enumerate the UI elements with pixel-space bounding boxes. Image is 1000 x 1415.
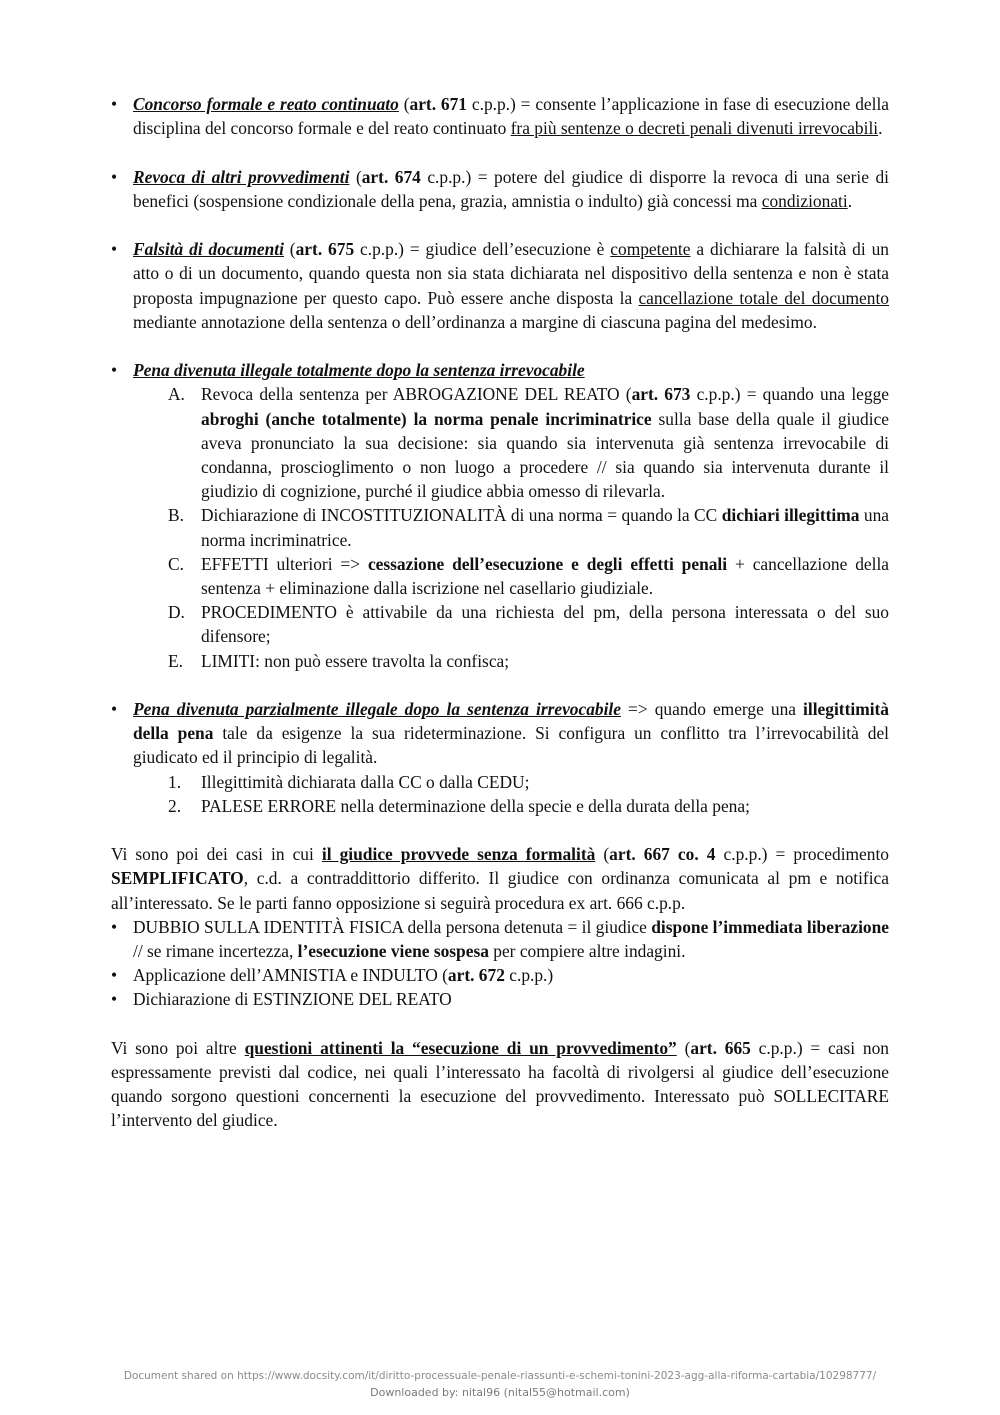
sub-item-marker: 1. [168,771,182,792]
underlined-text: competente [610,239,691,260]
article-ref: art. 674 [361,166,421,187]
article-ref: art. 667 co. 4 [609,844,716,865]
bullet-marker: • [111,989,118,1010]
article-ref: art. 673 [631,384,691,405]
sub-item-marker: C. [168,553,184,574]
article-ref: art. 675 [295,239,355,260]
item-title: Pena divenuta parzialmente illegale dopo la sentenza irrevocabile [133,699,621,720]
underlined-text: cancellazione totale del documento [638,287,889,308]
bullet-item-falsita: • Falsità di documenti (art. 675 c.p.p.) = giudice dell’esecuzione è competente a dichiarare la falsità di un atto o di un documento, quando questa non sia stata dichiarata nel dispositivo della sentenza e non è stata proposta impugnazione per questo capo. Può essere anche disposta la cancellazione totale del documento mediante annotazione della sentenza o dell’ordinanza a margine di ciascuna pagina del medesimo. [111,239,889,332]
item-title: Concorso formale e reato continuato [133,94,399,114]
bullet-item-dubbio-identita: • DUBBIO SULLA IDENTITÀ FISICA della persona detenuta = il giudice dispone l’immediata liberazione // se rimane incertezza, l’esecuzione viene sospesa per compiere altre indagini. [111,916,889,962]
bullet-item-amnistia: • Applicazione dell’AMNISTIA e INDULTO (art. 672 c.p.p.) [111,963,889,987]
underlined-text: fra più sentenze o decreti penali divenuti irrevocabili [510,118,879,139]
article-ref: art. 672 [447,965,505,986]
numbered-item-1: 1. Illegittimità dichiarata dalla CC o dalla CEDU; [111,770,889,794]
article-ref: art. 671 [409,94,468,114]
sub-item-marker: 2. [168,795,182,816]
paragraph-questioni: Vi sono poi altre questioni attinenti la “esecuzione di un provvedimento” (art. 665 c.p.p.) = casi non espressamente previsti dal codice, nei quali l’interessato ha facoltà di rivolgersi al giudice dell’esecuzione quando sorgono questioni concernenti la esecuzione del provvedimento. Interessato può SOLLECITARE l’intervento del giudice. [111,1037,890,1131]
sub-item-b: B. Dichiarazione di INCOSTITUZIONALITÀ di una norma = quando la CC dichiari illegittima una norma incriminatrice. [168,505,889,550]
bullet-marker: • [111,699,118,720]
item-title: Revoca di altri provvedimenti [133,166,350,187]
item-title: Falsità di documenti [133,239,284,260]
sub-item-marker: E. [168,650,183,671]
sub-item-marker: B. [168,505,184,526]
bullet-marker: • [111,965,118,986]
sub-item-marker: D. [168,602,185,623]
bullet-marker: • [111,94,118,114]
paragraph-semplificato: Vi sono poi dei casi in cui il giudice provvede senza formalità (art. 667 co. 4 c.p.p.) = procedimento SEMPLIFICATO, c.d. a contraddittorio differito. Il giudice con ordinanza comunicata al pm e notifica all’interessato. Se le parti fanno opposizione si seguirà procedura ex art. 666 c.p.p. [111,844,889,913]
sub-item-e: E. LIMITI: non può essere travolta la confisca; [111,649,889,673]
bullet-item-concorso-formale: • Concorso formale e reato continuato (art. 671 c.p.p.) = consente l’applicazione in fase di esecuzione della disciplina del concorso formale e del reato continuato fra più sentenze o decreti penali divenuti irrevocabili. [111,94,889,139]
sub-item-c: C. EFFETTI ulteriori => cessazione dell’esecuzione e degli effetti penali + cancellazione della sentenza + eliminazione dalla iscrizione nel casellario giudiziale. [168,553,889,599]
sub-item-a: A. Revoca della sentenza per ABROGAZIONE DEL REATO (art. 673 c.p.p.) = quando una legge abroghi (anche totalmente) la norma penale incriminatrice sulla base della quale il giudice aveva pronunciato la sua decisione: sia quando sia intervenuta già sentenza irrevocabile di condanna, proscioglimento o non luogo a procedere // sia quando sia intervenuta durante il giudizio di cognizione, purché il giudice abbia omesso di rilevarla. [168,384,890,502]
footer-shared-link: Document shared on https://www.docsity.com/it/diritto-processuale-penale-riassunti-e-schemi-tonini-2023-agg-alla-riforma-cartabia/10298777/ [123,1370,877,1382]
underlined-text: condizionati [761,190,848,211]
sub-item-d: D. PROCEDIMENTO è attivabile da una richiesta del pm, della persona interessata o del suo difensore; [168,602,889,647]
bullet-marker: • [111,916,118,937]
bullet-item-estinzione: • Dichiarazione di ESTINZIONE DEL REATO [111,987,889,1011]
bullet-marker: • [111,239,118,260]
bullet-item-pena-parziale: • Pena divenuta parzialmente illegale dopo la sentenza irrevocabile => quando emerge una illegittimità della pena tale da esigenze la sua rideterminazione. Si configura un conflitto tra l’irrevocabilità del giudicato ed il principio di legalità. [111,699,890,768]
article-ref: art. 665 [690,1037,751,1058]
bullet-marker: • [111,166,118,187]
bullet-item-revoca: • Revoca di altri provvedimenti (art. 674 c.p.p.) = potere del giudice di disporre la revoca di una serie di benefici (sospensione condizionale della pena, grazia, amnistia o indulto) già concessi ma condizionati. [111,166,889,211]
bullet-item-pena-totale [111,358,889,382]
sub-item-marker: A. [168,384,185,405]
footer-downloaded-by: Downloaded by: nital96 (nital55@hotmail.com) [370,1386,630,1399]
numbered-item-2: 2. PALESE ERRORE nella determinazione della specie e della durata della pena; [111,794,889,818]
page-content [111,92,889,1133]
item-title: Pena divenuta illegale totalmente dopo la sentenza irrevocabile [133,360,585,381]
bullet-marker: • [111,360,118,381]
